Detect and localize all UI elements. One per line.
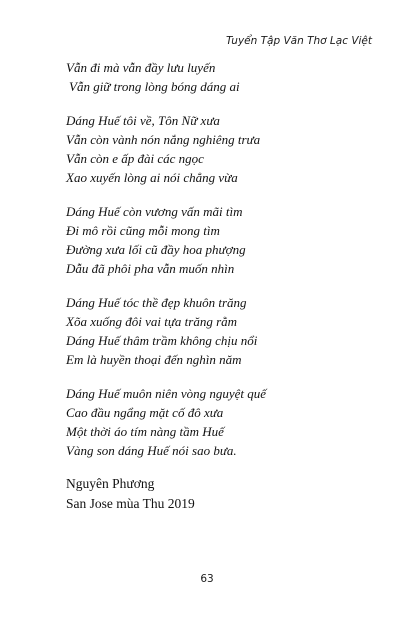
page-number: 63 xyxy=(200,573,214,585)
poem-line: Vẫn giữ trong lòng bóng dáng ai xyxy=(69,79,240,94)
poem-line: Đường xưa lối cũ đầy hoa phượng xyxy=(66,242,246,257)
stanza-3 xyxy=(66,202,386,278)
poem-line: Vàng son dáng Huế nói sao bưa. xyxy=(66,443,237,458)
running-header: Tuyển Tập Văn Thơ Lạc Việt xyxy=(225,35,372,47)
place-date: San Jose mùa Thu 2019 xyxy=(66,496,195,511)
poem-line: Dẫu đã phôi pha vẫn muốn nhìn xyxy=(66,261,235,276)
poem-line: Vẫn đi mà vẫn đầy lưu luyến xyxy=(66,60,216,75)
stanza-4 xyxy=(66,293,386,369)
poem-line: Vẫn còn e ấp đài các ngọc xyxy=(66,151,204,166)
poem-line: Dáng Huế muôn niên vòng nguyệt quế xyxy=(66,386,267,401)
poem-line: Dáng Huế tóc thề đẹp khuôn trăng xyxy=(66,295,247,310)
poem-line: Vẫn còn vành nón nắng nghiêng trưa xyxy=(66,132,261,147)
author-name: Nguyên Phương xyxy=(66,476,155,491)
signature xyxy=(66,474,195,514)
poem-line: Dáng Huế tôi về, Tôn Nữ xưa xyxy=(66,113,220,128)
stanza-1 xyxy=(66,58,386,96)
poem xyxy=(66,58,386,475)
poem-line: Xõa xuống đôi vai tựa trăng rằm xyxy=(66,314,238,329)
stanza-5 xyxy=(66,384,386,460)
poem-line: Cao đầu ngẩng mặt cố đô xưa xyxy=(66,405,224,420)
poem-line: Em là huyền thoại đến nghìn năm xyxy=(66,352,242,367)
poem-line: Xao xuyến lòng ai nói chẳng vừa xyxy=(66,170,238,185)
poem-line: Đi mô rồi cũng mỗi mong tìm xyxy=(66,223,220,238)
poem-line: Một thời áo tím nàng tầm Huế xyxy=(66,424,224,439)
poem-line: Dáng Huế còn vương vấn mãi tìm xyxy=(66,204,243,219)
poem-line: Dáng Huế thâm trầm không chịu nổi xyxy=(66,333,258,348)
stanza-2 xyxy=(66,111,386,187)
